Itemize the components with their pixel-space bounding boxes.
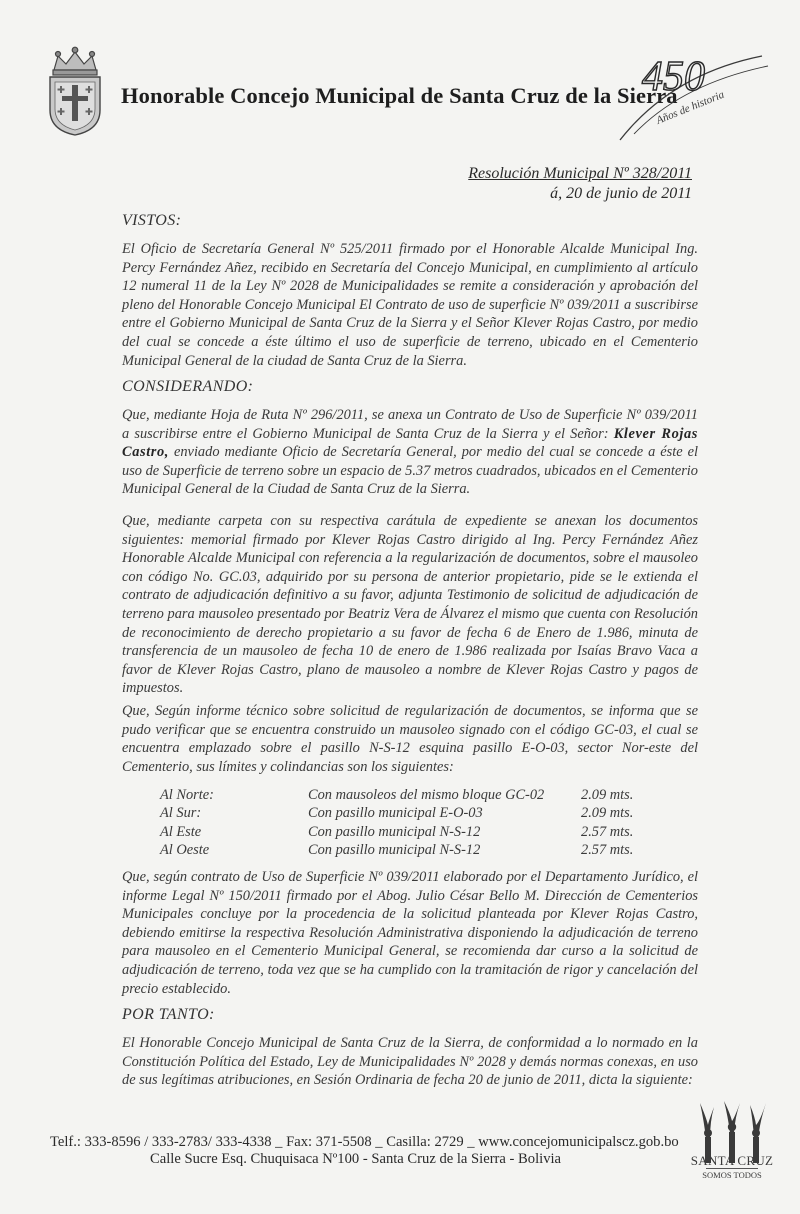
resolution-date: á, 20 de junio de 2011 (550, 185, 692, 202)
santa-cruz-people-logo-icon (690, 1084, 774, 1184)
anniversary-text: Años de historia (654, 88, 726, 127)
paragraph-por-tanto: El Honorable Concejo Municipal de Santa Cruz de la Sierra, de conformidad a lo normado en la Constitución Política del Estado, Ley de Municipalidades Nº 2028 y demás normas conexas, en uso de sus legítimas atribuciones, en Sesión Ordinaria de fecha 20 de junio de 2011, dicta la siguiente: (122, 1035, 698, 1089)
paragraph-vistos: El Oficio de Secretaría General Nº 525/2011 firmado por el Honorable Alcalde Municipal Ing. Percy Fernández Añez, recibido en Secretaría del Concejo Municipal, en cumplimiento al artículo 12 numeral 11 de la Ley Nº 2028 de Municipalidades se remite a consideración y aprobación del pleno del Honorable Concejo Municipal El Contrato de uso de superficie Nº 039/2011 a suscribirse entre el Gobierno Municipal de Santa Cruz de la Sierra y el Señor Klever Rojas Castro, por medio del cual se concede a éste último el uso de superficie de terreno, ubicado en el Cementerio Municipal General de la ciudad de Santa Cruz de la Sierra. (122, 241, 698, 369)
heading-considerando: CONSIDERANDO: (122, 378, 254, 395)
limits-table (160, 786, 651, 860)
p2-text-after: enviado mediante Oficio de Secretaría General, por medio del cual se concede a éste el uso de Superficie de terreno sobre un espacio de 5.37 metros cuadrados, ubicados en el Cementerio Municipal General de la Ciudad de Santa Cruz de la Sierra. (122, 444, 698, 498)
resolution-number: Resolución Municipal Nº 328/2011 (468, 165, 692, 182)
table-row (160, 823, 651, 841)
limit-desc: Con pasillo municipal E-O-03 (308, 805, 483, 822)
limit-side: Al Sur: (160, 805, 202, 822)
brand-divider (706, 1168, 758, 1169)
coat-of-arms-icon (44, 44, 106, 138)
p2-name-bold: Klever Rojas Castro, (122, 425, 698, 461)
paragraph-carpeta: Que, mediante carpeta con su respectiva carátula de expediente se anexan los documentos siguientes: memorial firmado por Klever Rojas Castro dirigido al Ing. Percy Fernández Añez Honorable Alcalde Municipal con referencia a la regularización de documentos, sobre el mausoleo con código No. GC.03, adquirido por su persona de anterior propietario, pide se le extienda el contrato de adjudicación definitivo a su favor, adjunta Testimonio de solicitud de adjudicación de terreno para mausoleo presentado por Beatriz Vera de Álvarez el mismo que cuenta con Resolución de reconocimiento de derecho propietario a su favor de fecha 6 de Enero de 1.986, minuta de transferencia de un mausoleo de fecha 10 de enero de 1.986 realizada por Isaías Bravo Vaca a favor de Klever Rojas Castro, plano de mausoleo a nombre de Klever Rojas Castro y pagos de impuestos. (122, 513, 698, 697)
limit-measure: 2.09 mts. (581, 787, 634, 803)
table-row (160, 804, 651, 822)
table-row (160, 841, 651, 859)
limit-side: Al Este (160, 823, 202, 840)
table-row (160, 786, 651, 804)
paragraph-contrato: Que, según contrato de Uso de Superficie Nº 039/2011 elaborado por el Departamento Jurídico, el informe Legal Nº 150/2011 firmado por el Abog. Julio César Bello M. Dirección de Cementerios Municipales concluye por la procedencia de la solicitud planteada por Klever Rojas Castro, debiendo emitirse la respectiva Resolución Administrativa disponiendo la adjudicación de terreno para mausoleo en el Cementerio Municipal General, se recomienda dar curso a la solicitud de adjudicación de terreno, toda vez que se ha cumplido con la tramitación de rigor y cancelación del precio establecido. (122, 869, 698, 997)
paragraph-hoja-de-ruta (122, 406, 698, 499)
limit-side: Al Oeste (160, 842, 210, 859)
paragraph-informe-tecnico: Que, Según informe técnico sobre solicitud de regularización de documentos, se informa que se pudo verificar que se encuentra construido un mausoleo signado con el código GC-03, el cual se encuentra emplazado sobre el pasillo N-S-12 esquina pasillo E-O-03, sector Nor-este del Cementerio, sus límites y colindancias son los siguientes: (122, 703, 698, 775)
institution-title: Honorable Concejo Municipal de Santa Cruz de la Sierra (121, 83, 678, 108)
limit-measure: 2.09 mts. (581, 805, 634, 822)
santa-cruz-slogan: SOMOS TODOS (702, 1170, 762, 1180)
anniversary-450-logo (612, 44, 772, 144)
limit-measure: 2.57 mts. (581, 823, 634, 840)
anniversary-number: 450 (642, 54, 705, 100)
limit-measure: 2.57 mts. (581, 842, 634, 859)
limit-desc: Con mausoleos del mismo bloque GC-02 (308, 787, 545, 803)
limit-desc: Con pasillo municipal N-S-12 (308, 842, 481, 859)
heading-por-tanto: POR TANTO: (122, 1006, 215, 1023)
santa-cruz-brand-name: SANTA CRUZ (690, 1153, 774, 1168)
footer-address: Calle Sucre Esq. Chuquisaca Nº100 - Santa Cruz de la Sierra - Bolivia (150, 1151, 562, 1167)
heading-vistos: VISTOS: (122, 212, 182, 229)
p2-text-before: Que, mediante Hoja de Ruta Nº 296/2011, se anexa un Contrato de Uso de Superficie Nº 039/2011 a suscribirse entre el Gobierno Municipal de Santa Cruz de la Sierra y el Señor: (122, 407, 698, 442)
limit-desc: Con pasillo municipal N-S-12 (308, 823, 481, 840)
footer-contact: Telf.: 333-8596 / 333-2783/ 333-4338 _ Fax: 371-5508 _ Casilla: 2729 _ www.concejomunicipalscz.gob.bo (50, 1134, 679, 1150)
limit-side: Al Norte: (160, 787, 214, 803)
